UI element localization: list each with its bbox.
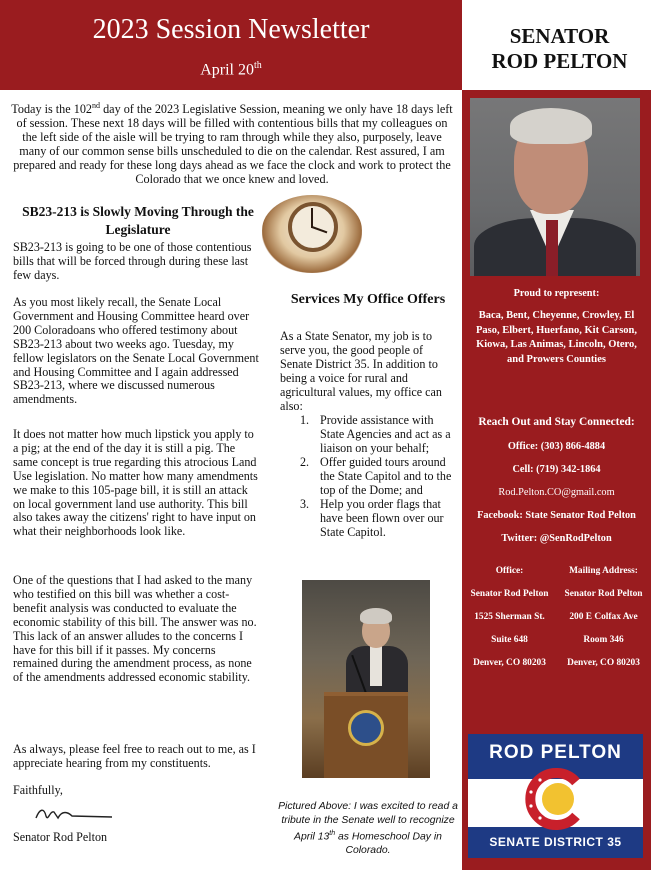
photo-caption: Pictured Above: I was excited to read a tribute in the Senate well to recognize April 13th as Homeschool Day in Colorado. <box>278 801 458 857</box>
services-list <box>280 414 456 539</box>
cell-phone: Cell: (719) 342-1864 <box>512 464 601 475</box>
article-paragraph: One of the questions that I had asked to the many who testified on this bill was whether a cost- benefit analysis was conducted to evaluate the economic stability of this bill. The answer was no. This lack of an answer alludes to the concerns I have for this bill if it passes. My concerns remained during the amendment process, as none of the amendments addressed economic stability. <box>13 573 257 685</box>
senator-portrait <box>470 98 640 276</box>
facebook-link[interactable]: Facebook: State Senator Rod Pelton <box>477 510 636 521</box>
counties-list: Baca, Bent, Cheyenne, Crowley, El Paso, Elbert, Huerfano, Kit Carson, Kiowa, Las Animas, Lincoln, Otero, and Prowers Counties <box>476 310 637 365</box>
newsletter-date: April 20th <box>200 60 262 79</box>
services-heading: Services My Office Offers <box>290 292 446 307</box>
closing-text: As always, please feel free to reach out to me, as I appreciate hearing from my constituents. <box>13 742 256 770</box>
clock-image <box>262 195 362 273</box>
newsletter-title: 2023 Session Newsletter <box>92 14 370 45</box>
signature-name: Senator Rod Pelton <box>13 830 108 844</box>
article-heading: SB23-213 is Slowly Moving Through the Legislature <box>22 204 254 237</box>
sidebar-contact-panel <box>462 90 651 870</box>
email-link[interactable]: Rod.Pelton.CO@gmail.com <box>498 487 615 498</box>
logo-district: SENATE DISTRICT 35 <box>489 835 622 849</box>
list-item: 3. Help you order flags that have been flown over our State Capitol. <box>300 496 444 539</box>
campaign-logo <box>468 734 643 858</box>
article-paragraph: As you most likely recall, the Senate Local Government and Housing Committee heard over 200 Coloradoans who offered testimony about SB23-213 about two weeks ago. Tuesday, my fellow legislators on the Senate Local Government and Housing Committee and I again addressed SB23-213, where we discussed numerous amendments. <box>13 295 259 407</box>
logo-name: ROD PELTON <box>489 742 622 763</box>
senator-title: SENATOR ROD PELTON <box>491 24 628 73</box>
newsletter-banner <box>0 0 462 90</box>
mailing-address: Mailing Address: Senator Rod Pelton 200 E Colfax Ave Room 346 Denver, CO 80203 <box>564 566 643 668</box>
senate-well-photo <box>302 580 430 778</box>
office-phone: Office: (303) 866-4884 <box>507 441 606 452</box>
represent-label: Proud to represent: <box>513 288 600 299</box>
signature-image <box>34 804 114 824</box>
services-section <box>280 330 456 540</box>
office-address: Office: Senator Rod Pelton 1525 Sherman St. Suite 648 Denver, CO 80203 <box>470 566 549 668</box>
connect-heading: Reach Out and Stay Connected: <box>478 416 635 428</box>
list-item: 2. Offer guided tours around the State Capitol and to the top of the Dome; and <box>300 455 452 497</box>
closing-salutation: Faithfully, <box>13 783 63 797</box>
article-paragraph: SB23-213 is going to be one of those contentious bills that will be forced through during these last few days. <box>13 240 252 282</box>
list-item: 1. Provide assistance with State Agencies and act as a liaison on your behalf; <box>300 413 451 456</box>
horseshoe-c-icon <box>518 768 594 830</box>
article-paragraph: It does not matter how much lipstick you apply to a pig; at the end of the day it is still a pig. The same concept is true regarding this atrocious Land Use legislation. No matter how many amendments we make to this 105-page bill, it is still an attack on local government land use authority. This bill also takes away the citizens' right to have input on what their neighborhoods look like. <box>13 427 258 539</box>
services-intro: As a State Senator, my job is to serve you, the good people of Senate District 35. In addition to being a voice for rural and agricultural values, my office can also: <box>280 329 442 413</box>
twitter-link[interactable]: Twitter: @SenRodPelton <box>501 533 612 544</box>
intro-paragraph: Today is the 102nd day of the 2023 Legislative Session, meaning we only have 18 days left of session. These next 18 days will be filled with contentious bills that my colleagues on the left side of the aisle will be trying to ram through while they also, purposely, leave many of our common sense bills unscheduled to die on the calendar. Rest assured, I am prepared and ready for these long days ahead as we face the clock and work to protect the Colorado that we once knew and loved. <box>11 101 453 187</box>
